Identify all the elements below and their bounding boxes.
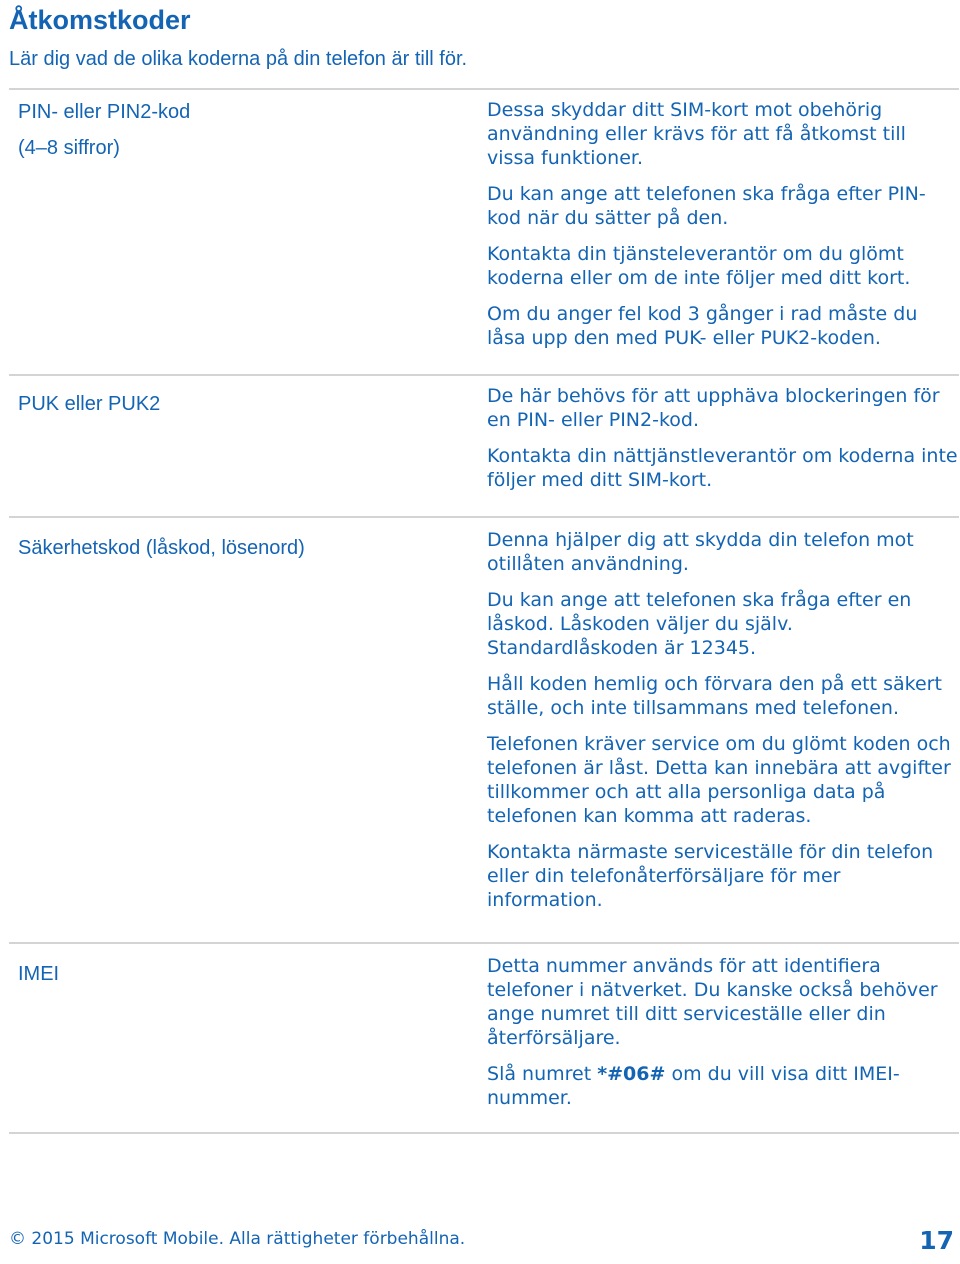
- code-name: PUK eller PUK2: [18, 393, 161, 415]
- code-name: PIN- eller PIN2-kod: [18, 101, 191, 123]
- copyright-footer: © 2015 Microsoft Mobile. Alla rättigheter förbehållna.: [9, 1229, 466, 1249]
- description-paragraph: Håll koden hemlig och förvara den på ett säkert ställe, och inte tillsammans med telefonen.: [487, 673, 942, 719]
- description-paragraph: Detta nummer används för att identifiera telefoner i nätverket. Du kanske också behöver ange numret till ditt serviceställe eller din återförsäljare.: [487, 955, 938, 1049]
- description-paragraph: Dessa skyddar ditt SIM-kort mot obehörig användning eller krävs för att få åtkomst till vissa funktioner.: [487, 99, 906, 169]
- table-row-puk: [9, 375, 959, 517]
- code-description-cell: [485, 943, 959, 1133]
- code-description-cell: [485, 517, 959, 943]
- imei-code: *#06#: [597, 1063, 666, 1085]
- description-paragraph: Kontakta din tjänsteleverantör om du glömt koderna eller om de inte följer med ditt kort.: [487, 243, 911, 289]
- imei-tip-prefix: Slå numret: [487, 1063, 598, 1085]
- code-length-note: (4–8 siffror): [18, 137, 120, 159]
- code-description-cell: [485, 375, 959, 517]
- imei-tip-paragraph: [487, 1062, 959, 1110]
- intro-text: Lär dig vad de olika koderna på din telefon är till för.: [9, 48, 468, 70]
- page-number: 17: [919, 1226, 954, 1255]
- description-paragraph: Telefonen kräver service om du glömt koden och telefonen är låst. Detta kan innebära att avgifter tillkommer och att alla personliga data på telefonen kan komma att raderas.: [487, 733, 951, 827]
- code-name-cell: [9, 375, 485, 517]
- description-paragraph: Kontakta närmaste serviceställe för din telefon eller din telefonåterförsäljare för mer information.: [487, 841, 934, 911]
- imei-tip-suffix: om du vill visa ditt IMEI-nummer.: [487, 1063, 900, 1109]
- page-title: Åtkomstkoder: [9, 5, 191, 35]
- table-row-imei: [9, 943, 959, 1133]
- code-name: Säkerhetskod (låskod, lösenord): [18, 537, 305, 559]
- description-paragraph: Om du anger fel kod 3 gånger i rad måste du låsa upp den med PUK- eller PUK2-koden.: [487, 303, 918, 349]
- description-paragraph: Denna hjälper dig att skydda din telefon mot otillåten användning.: [487, 529, 914, 575]
- description-paragraph: Du kan ange att telefonen ska fråga efter en låskod. Låskoden väljer du själv. Standardlåskoden är 12345.: [487, 589, 912, 659]
- code-name: IMEI: [18, 963, 60, 985]
- table-row-pin: [9, 89, 959, 375]
- description-paragraph: De här behövs för att upphäva blockeringen för en PIN- eller PIN2-kod.: [487, 385, 940, 431]
- table-row-security-code: [9, 517, 959, 943]
- code-name-cell: [9, 517, 485, 943]
- code-description-cell: [485, 89, 959, 375]
- access-codes-table: [9, 88, 959, 1134]
- code-name-cell: [9, 943, 485, 1133]
- description-paragraph: Kontakta din nättjänstleverantör om koderna inte följer med ditt SIM-kort.: [487, 445, 958, 491]
- code-name-cell: [9, 89, 485, 375]
- description-paragraph: Du kan ange att telefonen ska fråga efter PIN-kod när du sätter på den.: [487, 183, 926, 229]
